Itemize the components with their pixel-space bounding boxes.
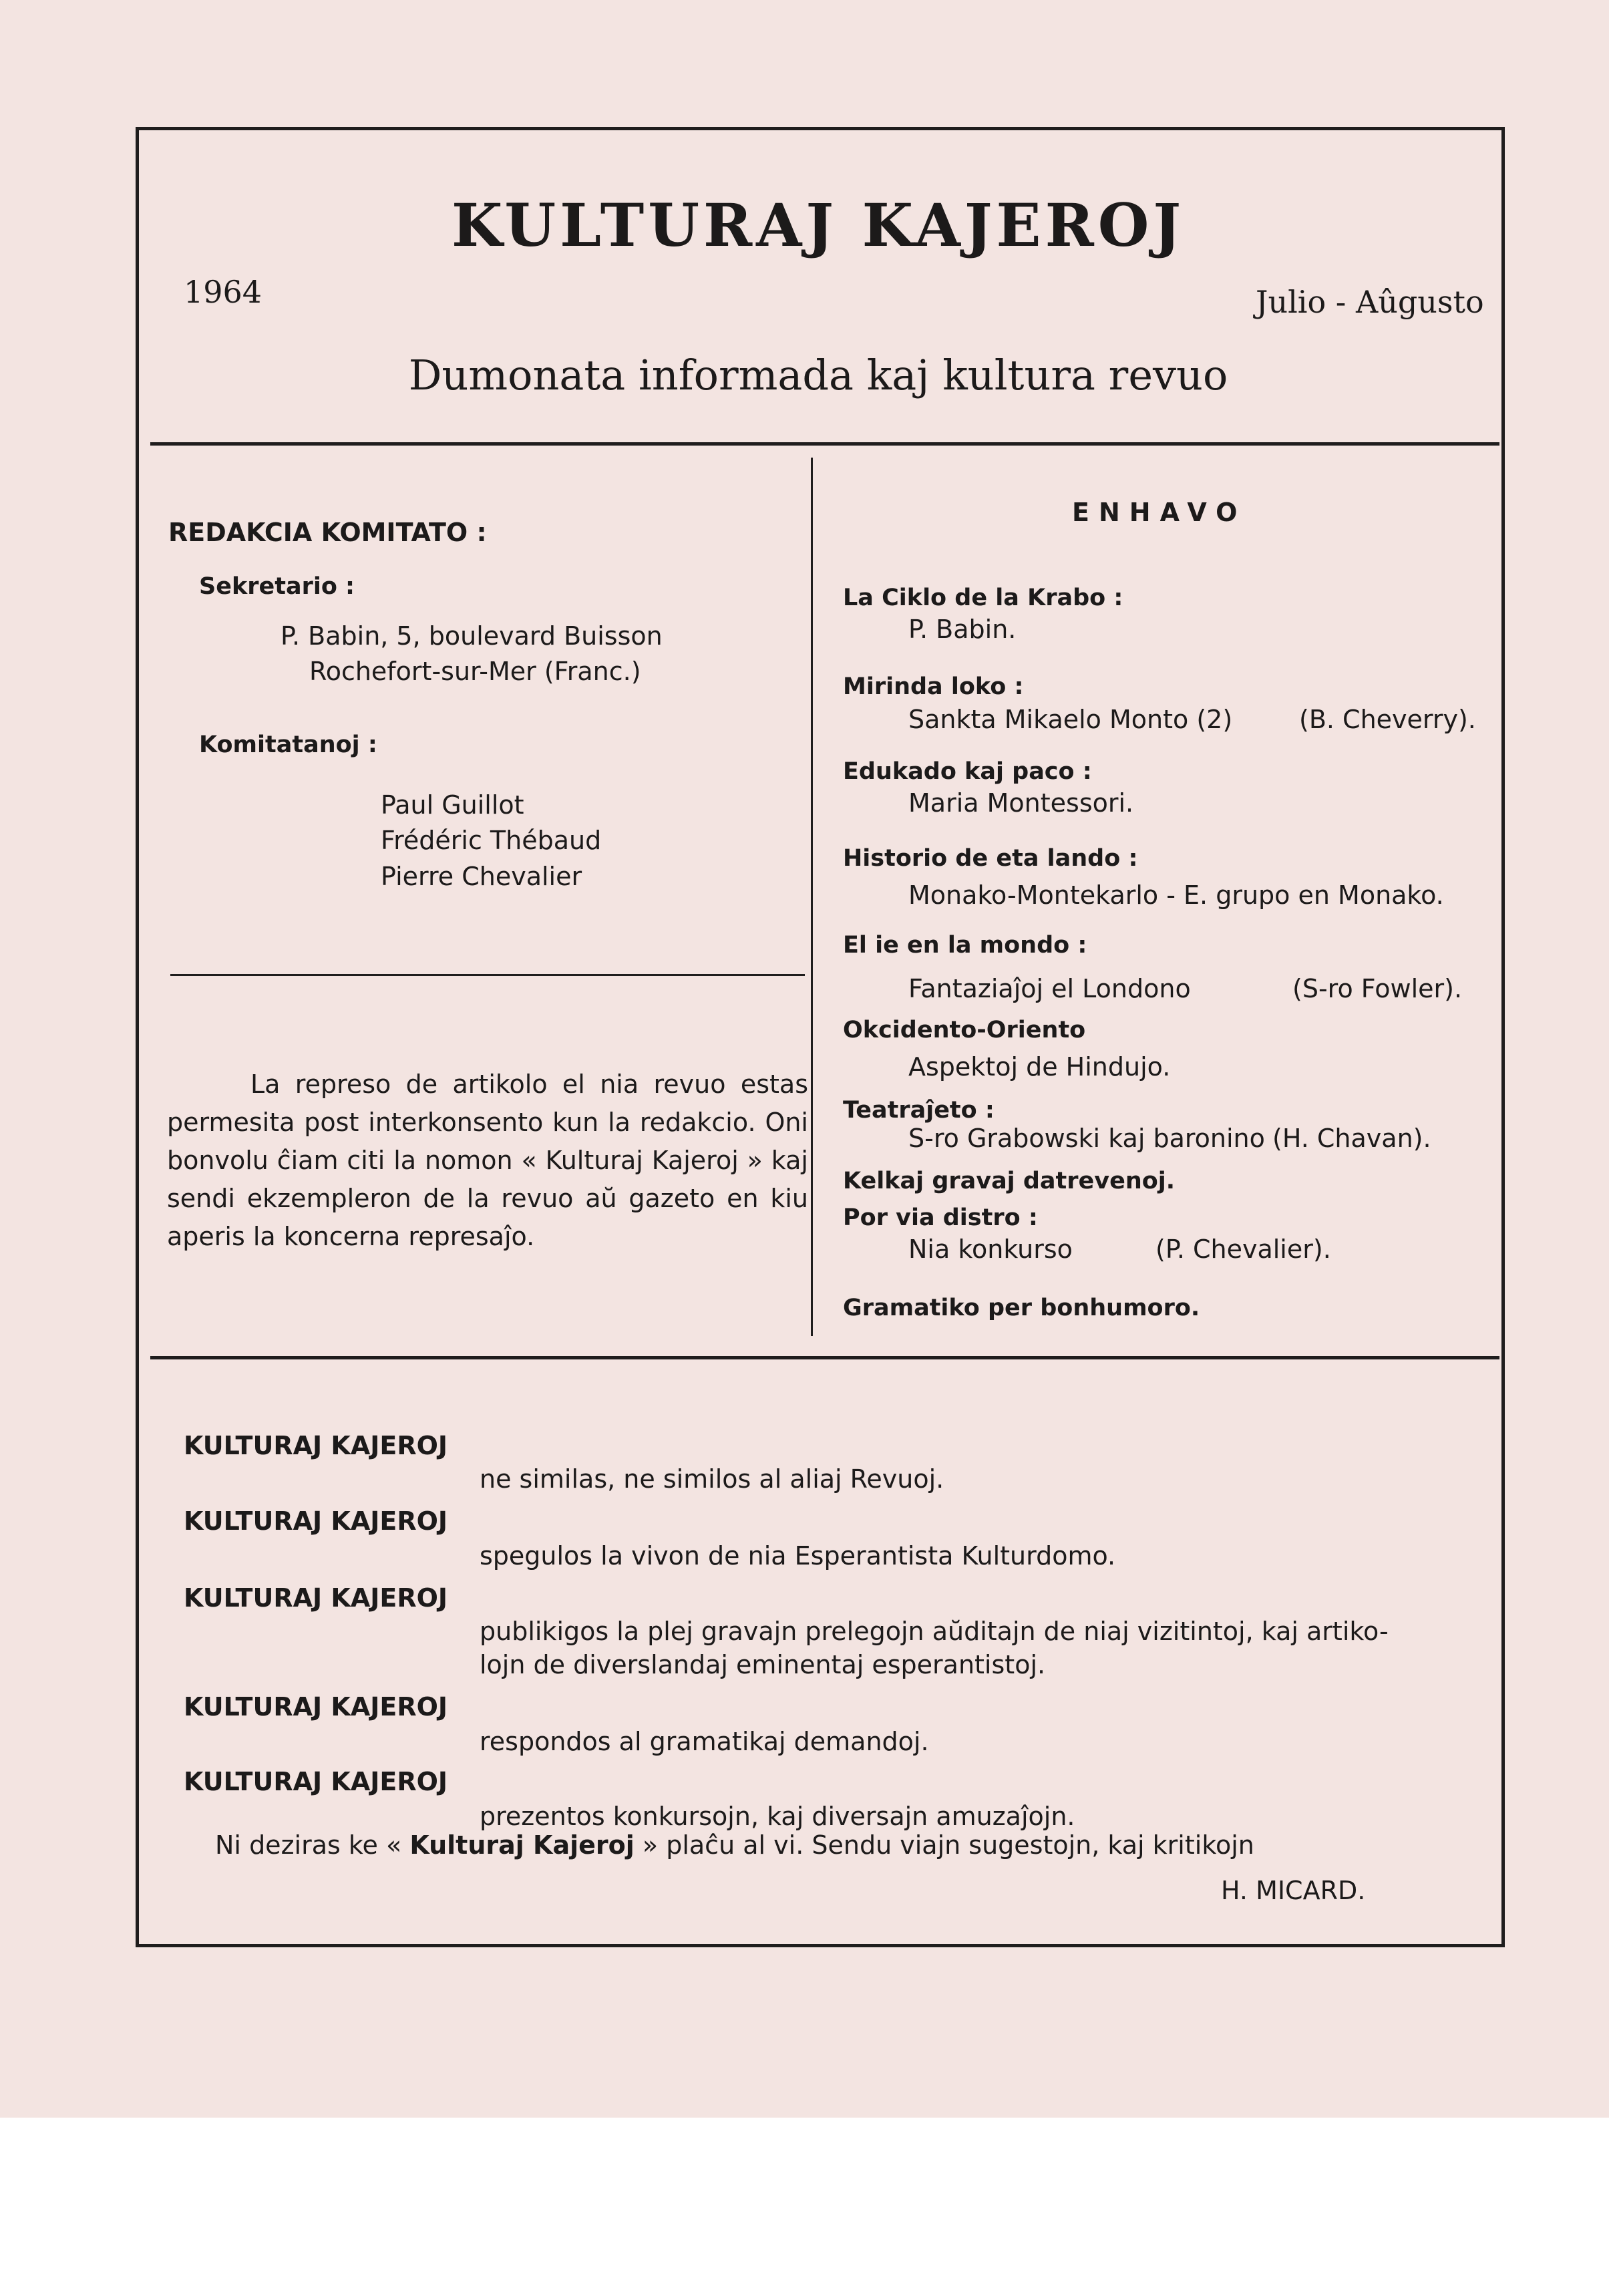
secretary-address-line: P. Babin, 5, boulevard Buisson — [281, 621, 663, 651]
contents-section: Gramatiko per bonhumoro. — [843, 1295, 1200, 1321]
magazine-title: KULTURAJ KAJEROJ — [451, 190, 1186, 260]
promo-line: spegulos la vivon de nia Esperantista Kulturdomo. — [480, 1541, 1116, 1571]
contents-entry: Fantaziaĵoj el Londono — [908, 974, 1191, 1003]
contents-section: Historio de eta lando : — [843, 845, 1138, 872]
committee-member: Pierre Chevalier — [381, 862, 582, 891]
magazine-subtitle: Dumonata informada kaj kultura revuo — [408, 351, 1228, 399]
signature: H. MICARD. — [1221, 1876, 1366, 1905]
promo-name: KULTURAJ KAJEROJ — [184, 1767, 448, 1796]
contents-entry: P. Babin. — [908, 615, 1017, 644]
promo-line: publikigos la plej gravajn prelegojn aŭditajn de niaj vizitintoj, kaj artiko- — [480, 1617, 1389, 1646]
members-label: Komitatanoj : — [199, 731, 377, 758]
closing-line — [215, 1830, 1254, 1860]
contents-entry: Nia konkurso — [908, 1235, 1073, 1264]
contents-entry: Maria Montessori. — [908, 788, 1134, 818]
header-divider — [150, 442, 1499, 446]
promo-line: lojn de diverslandaj eminentaj esperantistoj. — [480, 1650, 1046, 1679]
secretary-address-line: Rochefort-sur-Mer (Franc.) — [309, 657, 641, 686]
contents-section: El ie en la mondo : — [843, 932, 1087, 959]
reproduction-text: La represo de artikolo el nia revuo estas permesita post interkonsento kun la redakcio. Oni bonvolu ĉiam citi la nomon « Kulturaj Kajeroj » kaj sendi ekzempleron de la revuo aŭ gazeto en kiu aperis la koncerna represaĵo. — [167, 1070, 808, 1251]
contents-author: (S-ro Fowler). — [1292, 974, 1463, 1003]
contents-author: (B. Cheverry). — [1299, 705, 1476, 734]
contents-section: Por via distro : — [843, 1204, 1038, 1231]
contents-section: Edukado kaj paco : — [843, 758, 1092, 785]
left-column-rule — [170, 974, 805, 976]
contents-section: Teatraĵeto : — [843, 1097, 995, 1124]
contents-section: Mirinda loko : — [843, 673, 1024, 700]
contents-heading: ENHAVO — [1072, 498, 1247, 527]
promo-line: prezentos konkursojn, kaj diversajn amuzaĵojn. — [480, 1802, 1075, 1831]
reproduction-notice — [167, 1065, 808, 1256]
contents-author: (H. Chavan). — [1272, 1124, 1431, 1153]
contents-author: (P. Chevalier). — [1155, 1235, 1331, 1264]
closing-after: » plaĉu al vi. Sendu viajn sugestojn, kaj kritikojn — [642, 1830, 1254, 1860]
committee-member: Paul Guillot — [381, 790, 524, 820]
secretary-label: Sekretario : — [199, 573, 355, 600]
issue-months: Julio - Aûgusto — [1256, 284, 1484, 320]
contents-section: Okcidento-Oriento — [843, 1017, 1086, 1043]
promo-name: KULTURAJ KAJEROJ — [184, 1692, 448, 1721]
issue-year: 1964 — [184, 274, 262, 310]
promo-name: KULTURAJ KAJEROJ — [184, 1506, 448, 1536]
committee-heading: REDAKCIA KOMITATO : — [168, 518, 487, 547]
committee-member: Frédéric Thébaud — [381, 826, 602, 855]
promo-line: ne similas, ne similos al aliaj Revuoj. — [480, 1464, 944, 1494]
contents-entry: Monako-Montekarlo - E. grupo en Monako. — [908, 880, 1444, 910]
column-divider — [811, 458, 813, 1336]
closing-before: Ni deziras ke « — [215, 1830, 402, 1860]
contents-section: Kelkaj gravaj datrevenoj. — [843, 1168, 1176, 1194]
promo-line: respondos al gramatikaj demandoj. — [480, 1727, 929, 1756]
contents-entry: Sankta Mikaelo Monto (2) — [908, 705, 1233, 734]
closing-title: Kulturaj Kajeroj — [409, 1830, 635, 1860]
promo-name: KULTURAJ KAJEROJ — [184, 1583, 448, 1613]
contents-entry: Aspektoj de Hindujo. — [908, 1052, 1171, 1082]
promo-name: KULTURAJ KAJEROJ — [184, 1431, 448, 1460]
middle-divider — [150, 1356, 1499, 1359]
contents-entry: S-ro Grabowski kaj baronino — [908, 1124, 1265, 1153]
contents-section: La Ciklo de la Krabo : — [843, 585, 1123, 611]
